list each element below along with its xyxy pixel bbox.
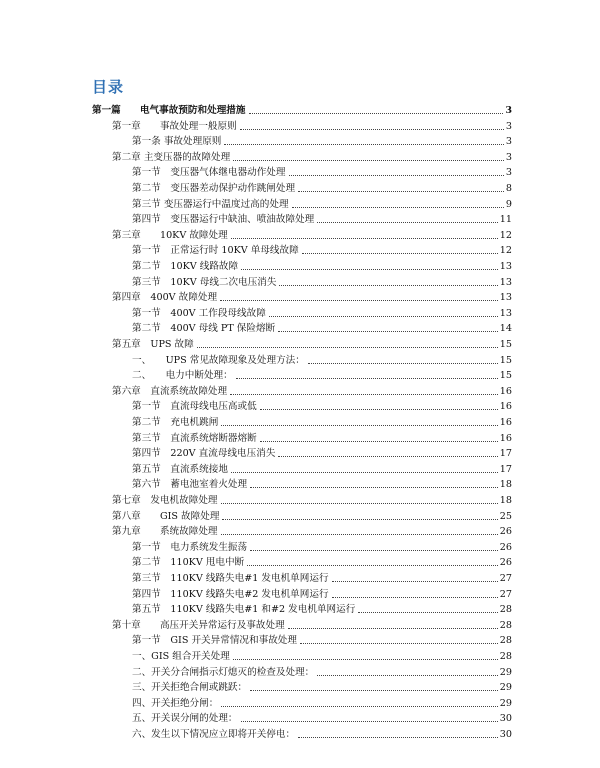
- toc-entry-label: 第六节 蓄电池室着火处理: [132, 479, 248, 491]
- toc-entry-page: 26: [499, 526, 512, 538]
- toc-entry-page: 18: [499, 479, 512, 491]
- toc-entry-label: 第一节 变压器气体继电器动作处理: [132, 167, 286, 179]
- toc-title: 目录: [92, 78, 125, 96]
- toc-entry-page: 27: [499, 588, 512, 600]
- toc-entry-label: 第三节 变压器运行中温度过高的处理: [132, 198, 289, 210]
- toc-entry-page: 16: [499, 417, 512, 428]
- toc-entry-page: 3: [505, 151, 512, 163]
- toc-entry-label: 六、发生以下情况应立即将开关停电：: [132, 729, 296, 740]
- toc-entry-label: 第八章 GIS 故障处理: [112, 510, 220, 522]
- toc-entry-page: 3: [505, 167, 512, 179]
- toc-entry-page: 29: [499, 666, 512, 678]
- toc-entry-page: 3: [505, 136, 512, 148]
- toc-entry-label: 第一节 400V 工作段母线故障: [132, 307, 266, 319]
- toc-entry-label: 五、开关误分闸的处理：: [132, 713, 238, 725]
- toc-entry-label: 第三章 10KV 故障处理: [112, 229, 228, 241]
- toc-entry-page: 29: [499, 697, 512, 709]
- toc-entry-page: 15: [499, 370, 512, 382]
- toc-entry-label: 第四节 110KV 线路失电#2 发电机单网运行: [132, 588, 329, 600]
- toc-entry-page: 3: [505, 105, 512, 116]
- toc-entry-label: 第二节 变压器差动保护动作跳闸处理: [132, 183, 296, 194]
- toc-entry-label: 第四章 400V 故障处理: [112, 292, 218, 304]
- toc-entry-page: 15: [499, 339, 512, 350]
- toc-entry-label: 三、开关拒绝合闸或跳跃：: [132, 682, 248, 694]
- toc-entry-page: 30: [499, 713, 512, 725]
- toc-entry-label: 第七章 发电机故障处理: [112, 495, 218, 506]
- toc-entry-page: 13: [499, 276, 512, 288]
- toc-entry-page: 28: [499, 651, 512, 662]
- toc-entry-page: 12: [499, 245, 512, 257]
- toc-entry-page: 27: [499, 573, 512, 584]
- toc-entry-label: 第三节 直流系统熔断器熔断: [132, 432, 257, 444]
- toc-entry-page: 8: [505, 183, 512, 194]
- toc-entry-page: 25: [499, 510, 512, 522]
- toc-entry-page: 17: [499, 463, 512, 475]
- toc-entry-page: 28: [499, 604, 512, 616]
- toc-entry-label: 第九章 系统故障处理: [112, 526, 218, 538]
- toc-entry-label: 二、开关分合闸指示灯熄灭的检查及处理：: [132, 666, 315, 678]
- toc-entry-label: 第一条 事故处理原则: [132, 136, 222, 148]
- toc-entry-page: 16: [499, 401, 512, 413]
- toc-entry-label: 第一节 直流母线电压高或低: [132, 401, 257, 413]
- toc-entry-page: 17: [499, 448, 512, 460]
- toc-entry-page: 16: [499, 385, 512, 397]
- toc-entry-page: 11: [499, 214, 512, 226]
- toc-entry-page: 29: [499, 682, 512, 694]
- toc-entry-label: 第一章 事故处理一般原则: [112, 120, 237, 132]
- toc-entry-label: 第一篇 电气事故预防和处理措施: [92, 105, 246, 116]
- toc-entry-label: 第十章 高压开关异常运行及事故处理: [112, 619, 285, 631]
- toc-entry-label: 第五章 UPS 故障: [112, 339, 194, 350]
- toc-entry-label: 四、开关拒绝分闸：: [132, 697, 219, 709]
- toc-entry-page: 9: [505, 198, 512, 210]
- toc-entry-page: 13: [499, 307, 512, 319]
- toc-entry-label: 第二节 充电机跳闸: [132, 417, 219, 428]
- toc-entry-label: 第二节 110KV 甩电中断: [132, 557, 245, 569]
- toc-entry-page: 13: [499, 292, 512, 304]
- toc-entry-page: 18: [499, 495, 512, 506]
- toc-entry-label: 第六章 直流系统故障处理: [112, 385, 228, 397]
- toc-entry-label: 第三节 110KV 线路失电#1 发电机单网运行: [132, 573, 329, 584]
- toc-entry-page: 16: [499, 432, 512, 444]
- toc-entry-label: 第二章 主变压器的故障处理: [112, 151, 231, 163]
- toc-leader-dots: [298, 737, 498, 738]
- toc-entry-label: 第一节 GIS 开关异常情况和事故处理: [132, 635, 297, 647]
- toc-entry-page: 30: [499, 729, 512, 740]
- toc-entry-label: 第二节 400V 母线 PT 保险熔断: [132, 323, 276, 335]
- toc-entry-label: 一、 UPS 常见故障现象及处理方法：: [132, 354, 305, 366]
- toc-entry-label: 第五节 直流系统接地: [132, 463, 228, 475]
- toc-entry-label: 第四节 变压器运行中缺油、喷油故障处理: [132, 214, 315, 226]
- toc-entry-label: 第五节 110KV 线路失电#1 和#2 发电机单网运行: [132, 604, 356, 616]
- toc-entry-page: 14: [499, 323, 512, 335]
- toc-entry-page: 13: [499, 261, 512, 272]
- toc-entry-label: 第三节 10KV 母线二次电压消失: [132, 276, 277, 288]
- toc-entry-page: 12: [499, 229, 512, 241]
- toc-entry-label: 第二节 10KV 线路故障: [132, 261, 239, 272]
- toc-entry-page: 28: [499, 619, 512, 631]
- toc-entry-page: 26: [499, 557, 512, 569]
- toc-entry-label: 一、GIS 组合开关处理: [132, 651, 230, 662]
- toc-entry[interactable]: [132, 723, 512, 741]
- toc-entry-page: 3: [505, 120, 512, 132]
- toc-entry-label: 第一节 正常运行时 10KV 单母线故障: [132, 245, 299, 257]
- toc-entry-label: 二、 电力中断处理：: [132, 370, 233, 382]
- toc-entry-page: 15: [499, 354, 512, 366]
- toc-entry-label: 第一节 电力系统发生振荡: [132, 541, 248, 553]
- toc-entry-page: 28: [499, 635, 512, 647]
- toc-entry-page: 26: [499, 541, 512, 553]
- toc-entry-label: 第四节 220V 直流母线电压消失: [132, 448, 276, 460]
